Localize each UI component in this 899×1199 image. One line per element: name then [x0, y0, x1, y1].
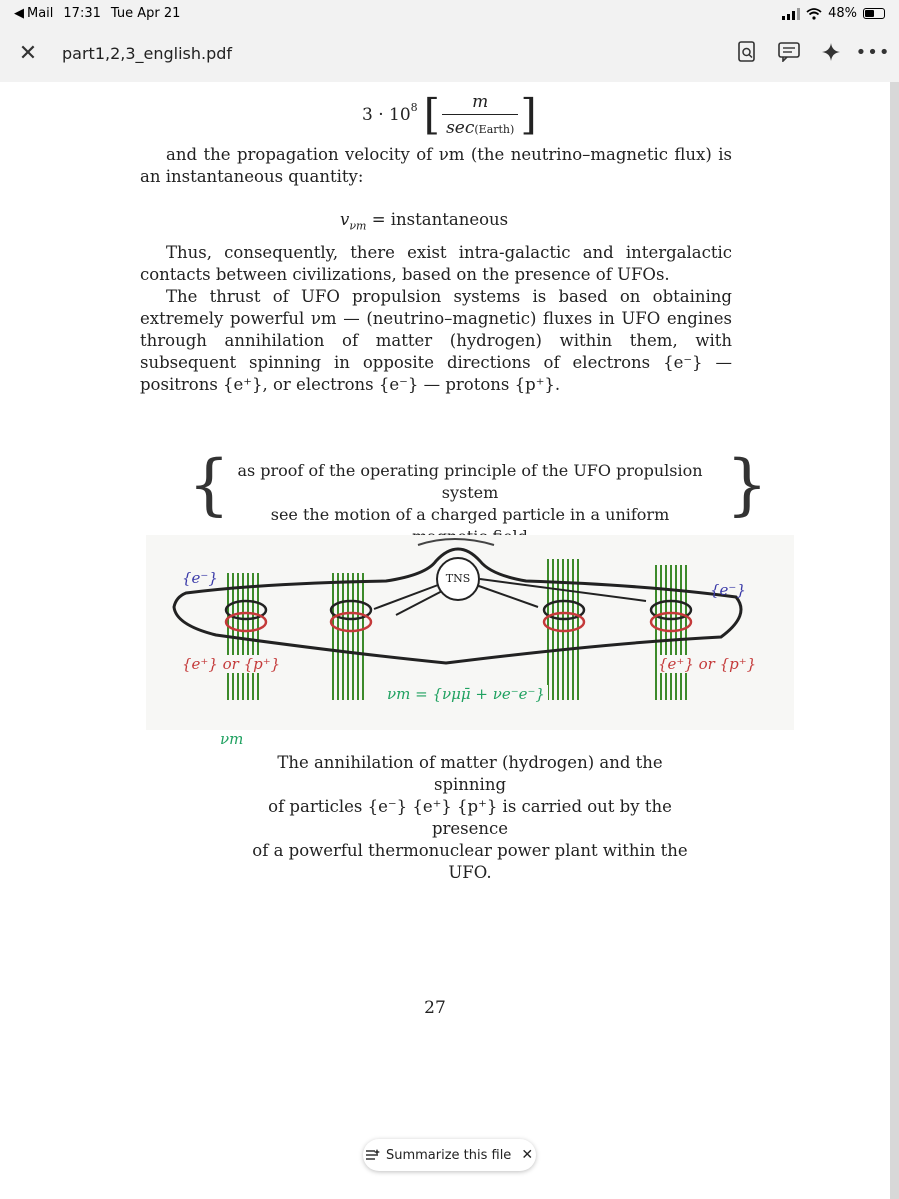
wifi-icon — [806, 8, 822, 20]
page-number: 27 — [424, 998, 446, 1018]
status-date: Tue Apr 21 — [110, 6, 181, 21]
paragraph-contacts: Thus, consequently, there exist intra-galactic and intergalactic contacts between civilizations, based on the presence of UFOs. — [140, 243, 732, 284]
tns-label: TNS — [445, 572, 471, 585]
battery-icon — [863, 8, 885, 19]
paragraph-velocity: and the propagation velocity of νm (the neutrino–magnetic flux) is an instantaneous quantity: — [140, 145, 732, 186]
left-brace: { — [188, 446, 230, 523]
electron-label-right: {e⁻} — [710, 581, 746, 599]
back-to-mail[interactable]: ◀ Mail — [14, 6, 54, 21]
status-time: 17:31 — [63, 6, 101, 21]
dismiss-summary-icon[interactable]: ✕ — [521, 1147, 534, 1163]
comment-icon[interactable] — [777, 40, 801, 64]
right-brace: } — [726, 446, 768, 523]
paragraph-thrust: The thrust of UFO propulsion systems is based on obtaining extremely powerful νm — (neutrino–magnetic) fluxes in UFO engines through annihilation of matter (hydrogen) within them, with subsequent spinning in opposite directions of electrons {e⁻} — positrons {e⁺}, or electrons {e⁻} — protons {p⁺}. — [140, 287, 732, 394]
more-options-icon[interactable]: ••• — [855, 41, 891, 63]
braced-statement: as proof of the operating principle of the UFO propulsion system see the motion of a charged particle in a uniform — [237, 461, 703, 524]
back-triangle-icon: ◀ — [14, 6, 24, 21]
summarize-label: Summarize this file — [385, 1147, 512, 1163]
close-icon[interactable]: ✕ — [18, 41, 38, 66]
ai-sparkle-icon[interactable] — [819, 40, 843, 64]
summarize-file-button[interactable] — [363, 1139, 536, 1171]
status-bar — [0, 0, 899, 28]
summary-list-icon — [366, 1149, 380, 1161]
spin-rings — [226, 601, 691, 631]
battery-percent: 48% — [828, 6, 857, 21]
positron-proton-label-right: {e⁺} or {p⁺} — [658, 655, 757, 673]
document-search-icon[interactable] — [735, 40, 759, 64]
scrollbar[interactable] — [890, 82, 899, 1199]
positron-proton-label-left: {e⁺} or {p⁺} — [182, 655, 281, 673]
file-title: part1,2,3_english.pdf — [62, 44, 233, 63]
equation-instantaneous: $v_{\nu m}$ = instantaneous — [340, 210, 509, 233]
signal-icon — [782, 8, 800, 20]
neutrino-label: νm — [220, 730, 244, 748]
ufo-diagram — [146, 535, 794, 730]
diagram-caption: The annihilation of matter (hydrogen) and the spinning of particles {e⁻} {e⁺} {p⁺} is carried out by the presence of a powerful thermonuclear power plant within the UFO. — [252, 753, 688, 882]
equation-speed-of-light: 3 · 10 $^8$ [ m sec(Earth) ] — [362, 90, 537, 139]
toolbar — [0, 28, 899, 82]
neutrino-flux-formula: νm = {νμμ̄ + νe⁻e⁻} — [384, 685, 548, 703]
electron-label-left: {e⁻} — [182, 569, 218, 587]
